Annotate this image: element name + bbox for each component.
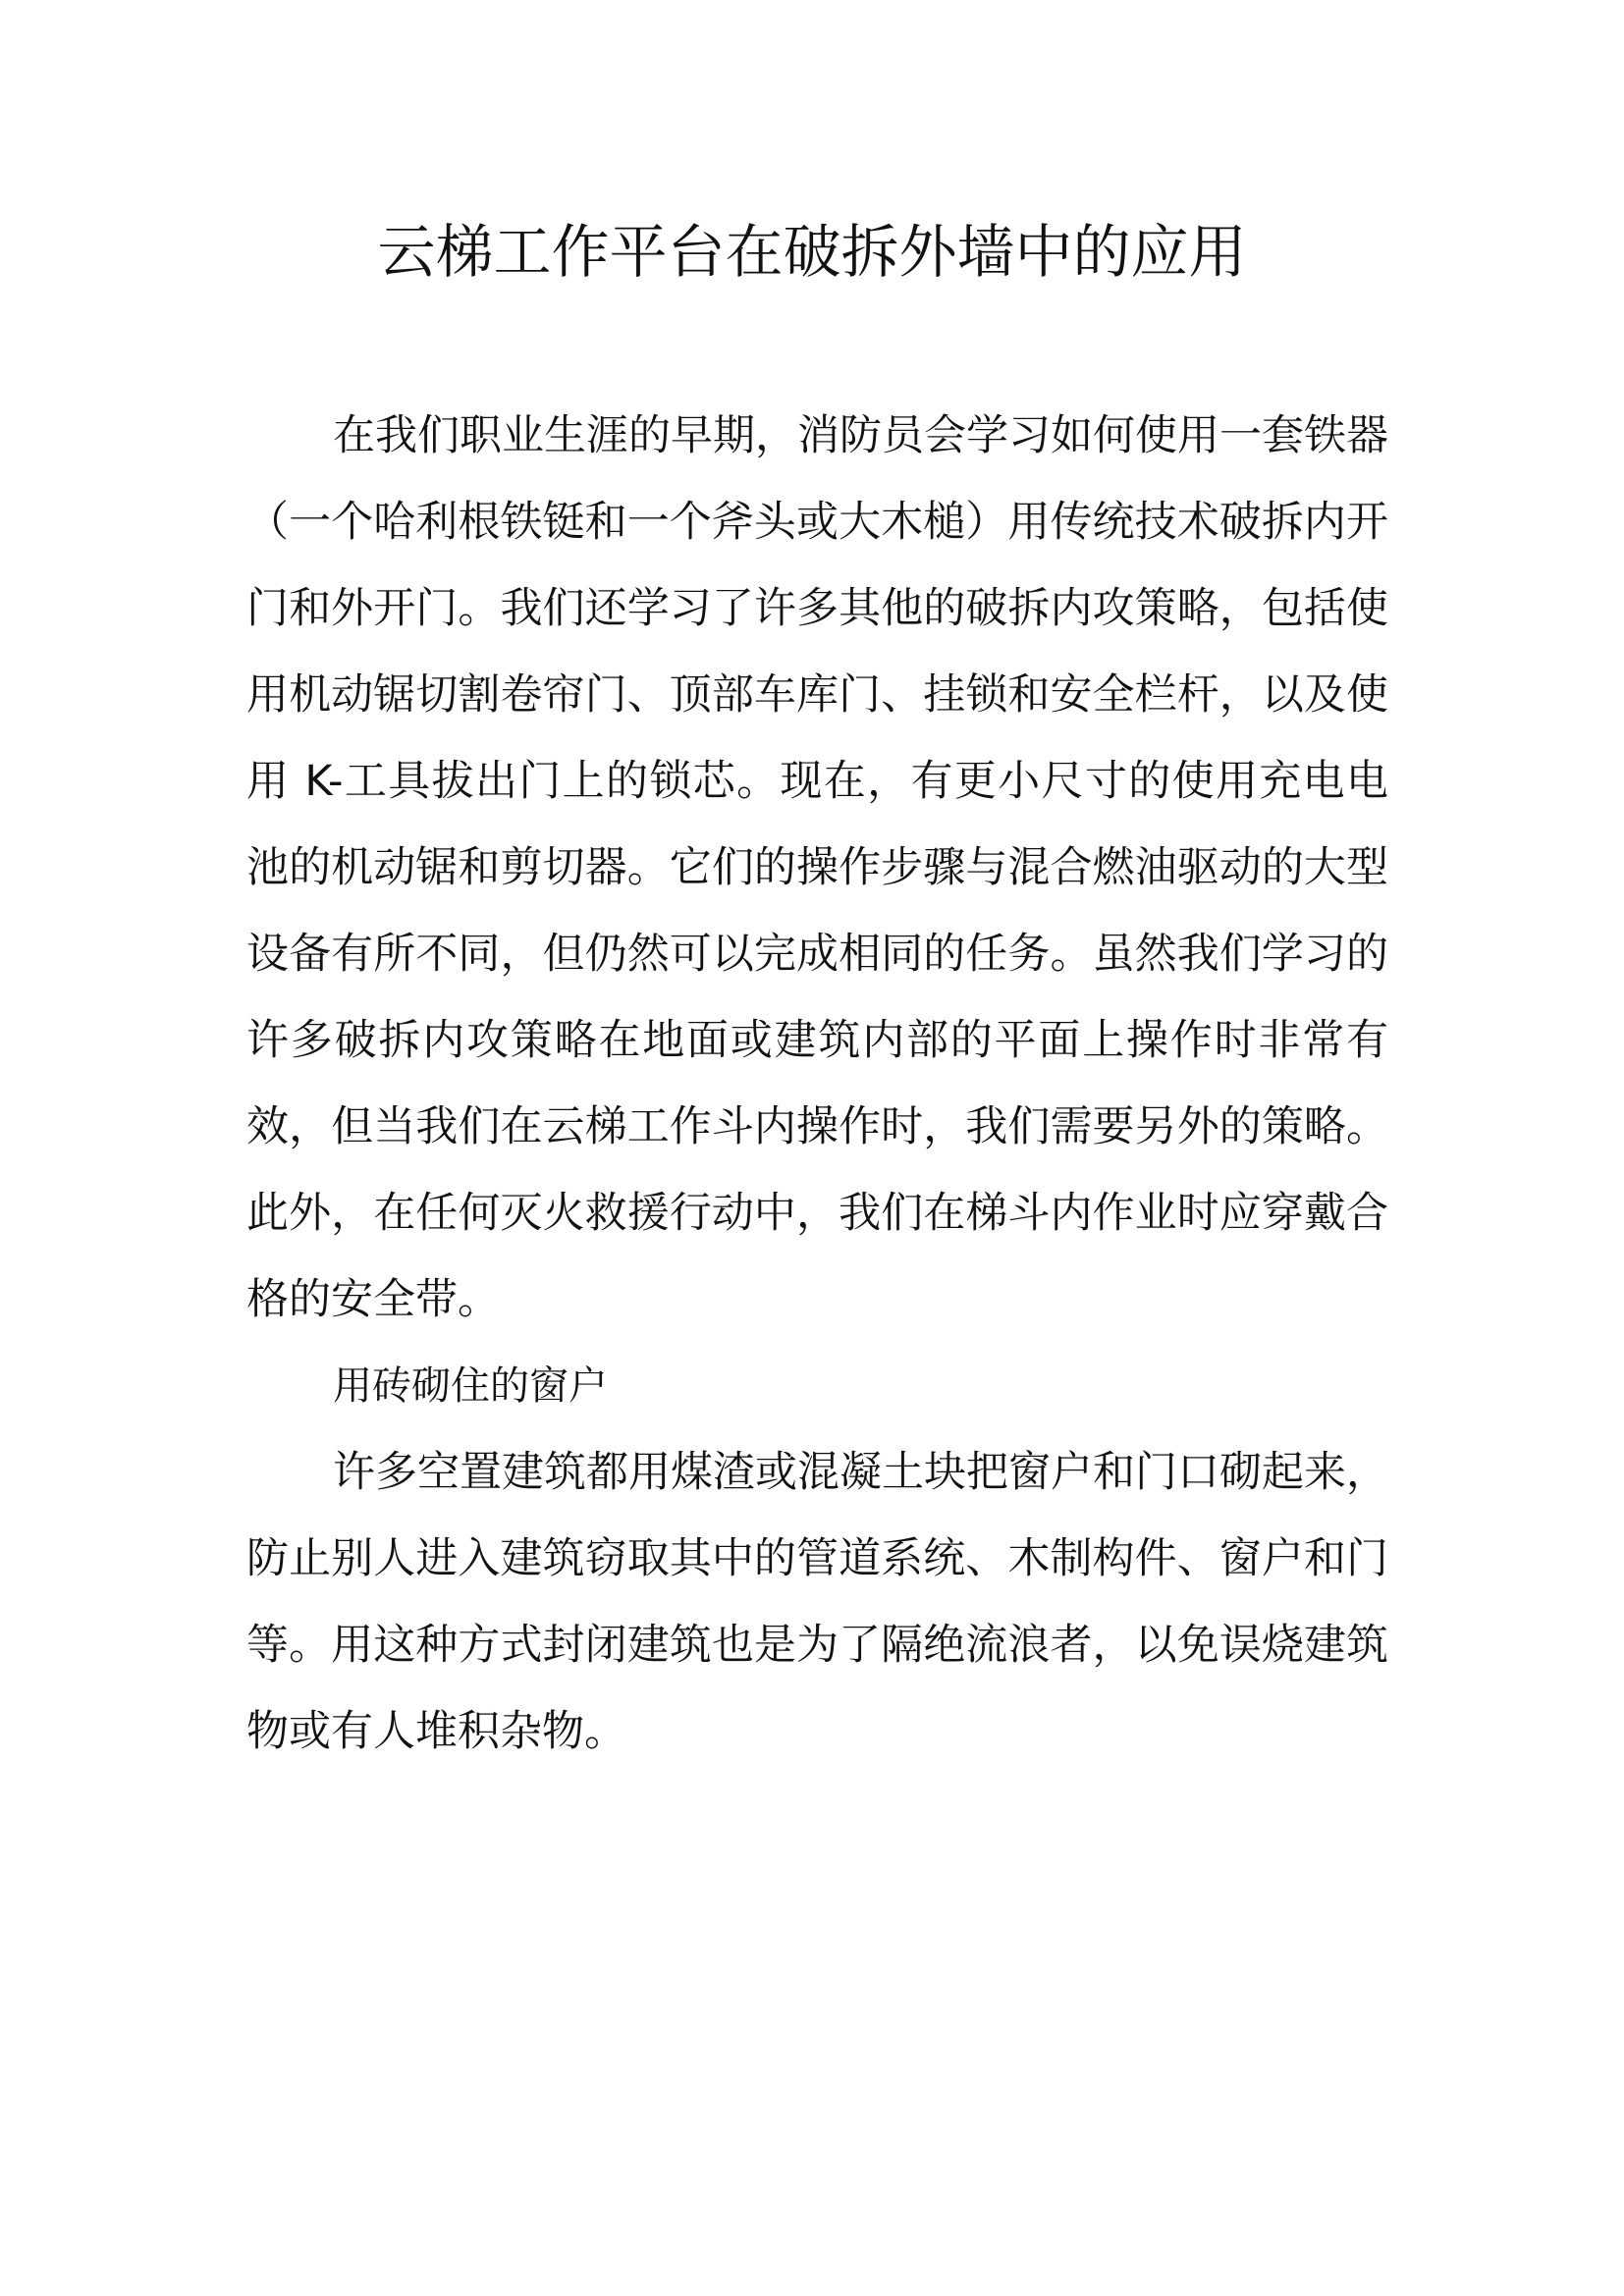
document-title: 云梯工作平台在破拆外墙中的应用	[377, 218, 1247, 286]
section-subheading: 用砖砌住的窗户	[333, 1363, 608, 1409]
body-paragraph-1: 在我们职业生涯的早期，消防员会学习如何使用一套铁器（一个哈利根铁铤和一个斧头或大木槌）用传统技术破拆内开门和外开门。我们还学习了许多其他的破拆内攻策略，包括使用机动锯切割卷帘门、顶部车库门、挂锁和安全栏杆，以及使用 K-工具拔出门上的锁芯。现在，有更小尺寸的使用充电电池的机动锯和剪切器。它们的操作步骤与混合燃油驱动的大型设备有所不同，但仍然可以完成相同的任务。虽然我们学习的许多破拆内攻策略在地面或建筑内部的平面上操作时非常有效，但当我们在云梯工作斗内操作时，我们需要另外的策略。此外，在任何灭火救援行动中，我们在梯斗内作业时应穿戴合格的安全带。	[246, 411, 1388, 1324]
document-body	[246, 393, 1388, 1775]
body-paragraph-2: 许多空置建筑都用煤渣或混凝土块把窗户和门口砌起来，防止别人进入建筑窃取其中的管道系统、木制构件、窗户和门等。用这种方式封闭建筑也是为了隔绝流浪者，以免误烧建筑物或有人堆积杂物。	[246, 1448, 1388, 1756]
